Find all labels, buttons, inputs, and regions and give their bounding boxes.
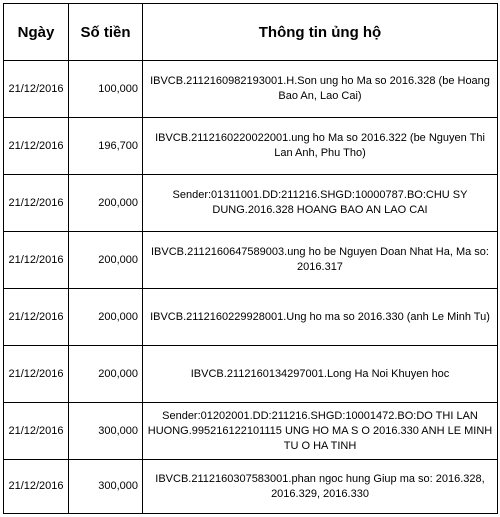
table-row (4, 346, 498, 403)
cell-amount: 196,700 (69, 118, 143, 175)
cell-amount: 200,000 (69, 232, 143, 289)
cell-amount: 300,000 (69, 403, 143, 460)
cell-date: 21/12/2016 (4, 61, 69, 118)
cell-info: IBVCB.2112160647589003.ung ho be Nguyen Doan Nhat Ha, Ma so: 2016.317 (143, 232, 498, 289)
header-row (4, 4, 498, 61)
table-row (4, 460, 498, 514)
table-row (4, 232, 498, 289)
cell-info: IBVCB.2112160220022001.ung ho Ma so 2016.322 (be Nguyen Thi Lan Anh, Phu Tho) (143, 118, 498, 175)
cell-info: Sender:01311001.DD:211216.SHGD:10000787.BO:CHU SY DUNG.2016.328 HOANG BAO AN LAO CAI (143, 175, 498, 232)
header-amount: Số tiền (69, 4, 143, 61)
donation-table (3, 3, 498, 514)
header-info: Thông tin ủng hộ (143, 4, 498, 61)
cell-date: 21/12/2016 (4, 403, 69, 460)
table-row (4, 118, 498, 175)
cell-info: IBVCB.2112160134297001.Long Ha Noi Khuyen hoc (143, 346, 498, 403)
cell-amount: 100,000 (69, 61, 143, 118)
table-row (4, 61, 498, 118)
cell-info: IBVCB.2112160307583001.phan ngoc hung Giup ma so: 2016.328, 2016.329, 2016.330 (143, 460, 498, 514)
table-row (4, 175, 498, 232)
header-date: Ngày (4, 4, 69, 61)
cell-date: 21/12/2016 (4, 460, 69, 514)
cell-date: 21/12/2016 (4, 232, 69, 289)
cell-amount: 200,000 (69, 289, 143, 346)
cell-amount: 200,000 (69, 175, 143, 232)
table-row (4, 289, 498, 346)
cell-date: 21/12/2016 (4, 175, 69, 232)
table-row (4, 403, 498, 460)
cell-date: 21/12/2016 (4, 346, 69, 403)
cell-info: Sender:01202001.DD:211216.SHGD:10001472.BO:DO THI LAN HUONG.995216122101115 UNG HO MA S O 2016.330 ANH LE MINH TU O HA TINH (143, 403, 498, 460)
cell-amount: 200,000 (69, 346, 143, 403)
cell-date: 21/12/2016 (4, 118, 69, 175)
cell-amount: 300,000 (69, 460, 143, 514)
cell-info: IBVCB.2112160982193001.H.Son ung ho Ma so 2016.328 (be Hoang Bao An, Lao Cai) (143, 61, 498, 118)
cell-info: IBVCB.2112160229928001.Ung ho ma so 2016.330 (anh Le Minh Tu) (143, 289, 498, 346)
cell-date: 21/12/2016 (4, 289, 69, 346)
